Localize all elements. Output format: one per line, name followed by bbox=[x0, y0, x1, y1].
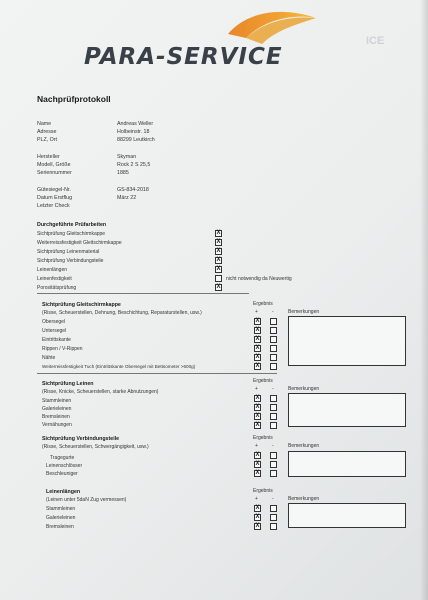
remarks-label: Bemerkungen bbox=[288, 443, 320, 449]
customer-address-value: Holbeinstr. 18 bbox=[117, 129, 150, 135]
check-item-label: Galerieleinen bbox=[42, 406, 72, 412]
performed-item-label: Leinenfestigkeit bbox=[37, 276, 72, 282]
performed-item-label: Leinenlängen bbox=[37, 267, 68, 273]
minus-checkbox[interactable] bbox=[270, 336, 277, 343]
remarks-label: Bemerkungen bbox=[288, 386, 320, 392]
serial-number-label: Seriennummer bbox=[37, 170, 72, 176]
section-note: (Risse, Knicke, Scheuerstellen, starke Abnutzungen) bbox=[42, 389, 159, 395]
plus-checkbox[interactable]: X bbox=[255, 461, 260, 467]
performed-checkbox[interactable]: X bbox=[216, 248, 221, 254]
check-item-label: Untersegel bbox=[42, 328, 67, 334]
performed-checkbox[interactable]: X bbox=[216, 284, 221, 290]
section-heading: Sichtprüfung Leinen bbox=[42, 381, 94, 387]
watermark-text: ICE bbox=[366, 35, 385, 47]
check-item-label: Eintrittskante bbox=[42, 337, 71, 343]
remarks-label: Bemerkungen bbox=[288, 309, 320, 315]
page-edge-shadow bbox=[420, 0, 428, 600]
check-item-label: Weiterreissfestigkeit Tuch (Eintrittskante Obersegel mit Bettsometer >600g) bbox=[42, 364, 196, 369]
minus-checkbox[interactable] bbox=[270, 404, 277, 411]
section-heading: Sichtprüfung Verbindungsteile bbox=[42, 436, 120, 442]
minus-checkbox[interactable] bbox=[270, 354, 277, 361]
customer-name-value: Andreas Weller bbox=[117, 121, 154, 127]
performed-checkbox[interactable]: X bbox=[216, 257, 221, 263]
check-item-label: Vernähungen bbox=[42, 422, 72, 428]
performed-item-label: Sichtprüfung Gleitschirmkappe bbox=[37, 231, 106, 237]
result-heading: Ergebnis bbox=[253, 378, 273, 384]
document-title: Nachprüfprotokoll bbox=[37, 94, 111, 104]
check-item-label: Obersegel bbox=[42, 319, 66, 325]
performed-checkbox[interactable]: X bbox=[216, 230, 221, 236]
performed-checkbox[interactable]: X bbox=[216, 239, 221, 245]
minus-checkbox[interactable] bbox=[270, 327, 277, 334]
performed-checkbox[interactable] bbox=[215, 275, 222, 282]
last-check-label: Letzter Check bbox=[37, 203, 70, 209]
performed-item-label: Porositätsprüfung bbox=[37, 285, 77, 291]
model-size-label: Modell, Größe bbox=[37, 162, 71, 168]
section-note: (Risse, Scheuerstellen, Dehnung, Beschichtung, Reparaturstellen, usw.) bbox=[42, 310, 202, 316]
plus-checkbox[interactable]: X bbox=[255, 336, 260, 342]
check-item-label: Bremsleinen bbox=[46, 524, 74, 530]
plus-checkbox[interactable]: X bbox=[255, 505, 260, 511]
minus-checkbox[interactable] bbox=[270, 422, 277, 429]
performed-item-label: Weiterreissfestigkeit Gleitschirmkappe bbox=[37, 240, 122, 246]
plus-checkbox[interactable]: X bbox=[255, 354, 260, 360]
plus-checkbox[interactable]: X bbox=[255, 452, 260, 458]
customer-name-label: Name bbox=[37, 121, 52, 127]
check-item-label: Stammleinen bbox=[42, 398, 72, 404]
minus-checkbox[interactable] bbox=[270, 461, 277, 468]
performed-work-heading: Durchgeführte Prüfarbeiten bbox=[37, 222, 107, 228]
plus-label: + bbox=[255, 443, 258, 449]
plus-checkbox[interactable]: X bbox=[255, 318, 260, 324]
result-heading: Ergebnis bbox=[253, 435, 273, 441]
plus-checkbox[interactable]: X bbox=[255, 363, 260, 369]
check-item-label: Tragegurte bbox=[50, 455, 75, 461]
check-item-label: Galerieleinen bbox=[46, 515, 76, 521]
minus-checkbox[interactable] bbox=[270, 345, 277, 352]
check-item-label: Leinenschlösser bbox=[46, 463, 83, 469]
customer-address-label: Adresse bbox=[37, 129, 57, 135]
minus-checkbox[interactable] bbox=[270, 395, 277, 402]
minus-checkbox[interactable] bbox=[270, 514, 277, 521]
minus-label: - bbox=[272, 386, 274, 392]
check-item-label: Nähte bbox=[42, 355, 56, 361]
plus-checkbox[interactable]: X bbox=[255, 514, 260, 520]
performed-item-label: Sichtprüfung Leinenmaterial bbox=[37, 249, 100, 255]
plus-checkbox[interactable]: X bbox=[255, 413, 260, 419]
remarks-label: Bemerkungen bbox=[288, 496, 320, 502]
remarks-box[interactable] bbox=[288, 503, 406, 528]
section-note: (Risse, Scheuerstellen, Schwergängigkeit, usw.) bbox=[42, 444, 149, 450]
plus-label: + bbox=[255, 309, 258, 315]
seal-number-label: Gütesiegel-Nr. bbox=[37, 187, 71, 193]
plus-checkbox[interactable]: X bbox=[255, 523, 260, 529]
performed-checkbox[interactable]: X bbox=[216, 266, 221, 272]
result-heading: Ergebnis bbox=[253, 488, 273, 494]
minus-checkbox[interactable] bbox=[270, 452, 277, 459]
remarks-box[interactable] bbox=[288, 451, 406, 477]
divider bbox=[37, 293, 249, 294]
minus-checkbox[interactable] bbox=[270, 363, 277, 370]
minus-label: - bbox=[272, 496, 274, 502]
performed-item-label: Sichtprüfung Verbindungsteile bbox=[37, 258, 104, 264]
check-item-label: Stammleinen bbox=[46, 506, 76, 512]
check-item-label: Bremsleinen bbox=[42, 414, 70, 420]
plus-checkbox[interactable]: X bbox=[255, 470, 260, 476]
section-heading: Sichtprüfung Gleitschirmkappe bbox=[42, 302, 121, 308]
customer-city-label: PLZ, Ort bbox=[37, 137, 58, 143]
check-item-label: Rippen / V-Rippen bbox=[42, 346, 83, 352]
check-item-label: Beschleuniger bbox=[46, 471, 78, 477]
serial-number-value: 1885 bbox=[117, 170, 129, 176]
remarks-box[interactable] bbox=[288, 316, 406, 366]
plus-checkbox[interactable]: X bbox=[255, 327, 260, 333]
minus-checkbox[interactable] bbox=[270, 470, 277, 477]
model-size-value: Rock 2 S 25,5 bbox=[117, 162, 151, 168]
plus-label: + bbox=[255, 386, 258, 392]
first-flight-label: Datum Erstflug bbox=[37, 195, 73, 201]
plus-checkbox[interactable]: X bbox=[255, 395, 260, 401]
seal-number-value: GS-834-2018 bbox=[117, 187, 149, 193]
manufacturer-value: Skyman bbox=[117, 154, 137, 160]
minus-label: - bbox=[272, 309, 274, 315]
para-service-logo: PARA-SERVICE bbox=[84, 44, 283, 70]
customer-city-value: 88299 Leutkirch bbox=[117, 137, 155, 143]
minus-checkbox[interactable] bbox=[270, 318, 277, 325]
minus-checkbox[interactable] bbox=[270, 505, 277, 512]
remarks-box[interactable] bbox=[288, 393, 406, 427]
section-heading: Leinenlängen bbox=[46, 489, 81, 495]
plus-label: + bbox=[255, 496, 258, 502]
section-note: (Leinen unter 5daN Zug vermessen) bbox=[46, 497, 127, 503]
plus-checkbox[interactable]: X bbox=[255, 422, 260, 428]
plus-checkbox[interactable]: X bbox=[255, 345, 260, 351]
manufacturer-label: Hersteller bbox=[37, 154, 60, 160]
plus-checkbox[interactable]: X bbox=[255, 404, 260, 410]
minus-checkbox[interactable] bbox=[270, 413, 277, 420]
result-heading: Ergebnis bbox=[253, 301, 273, 307]
divider bbox=[37, 373, 277, 374]
performed-note: nicht notwendig da Neuwertig bbox=[226, 276, 292, 282]
minus-checkbox[interactable] bbox=[270, 523, 277, 530]
first-flight-value: März 22 bbox=[117, 195, 137, 201]
minus-label: - bbox=[272, 443, 274, 449]
